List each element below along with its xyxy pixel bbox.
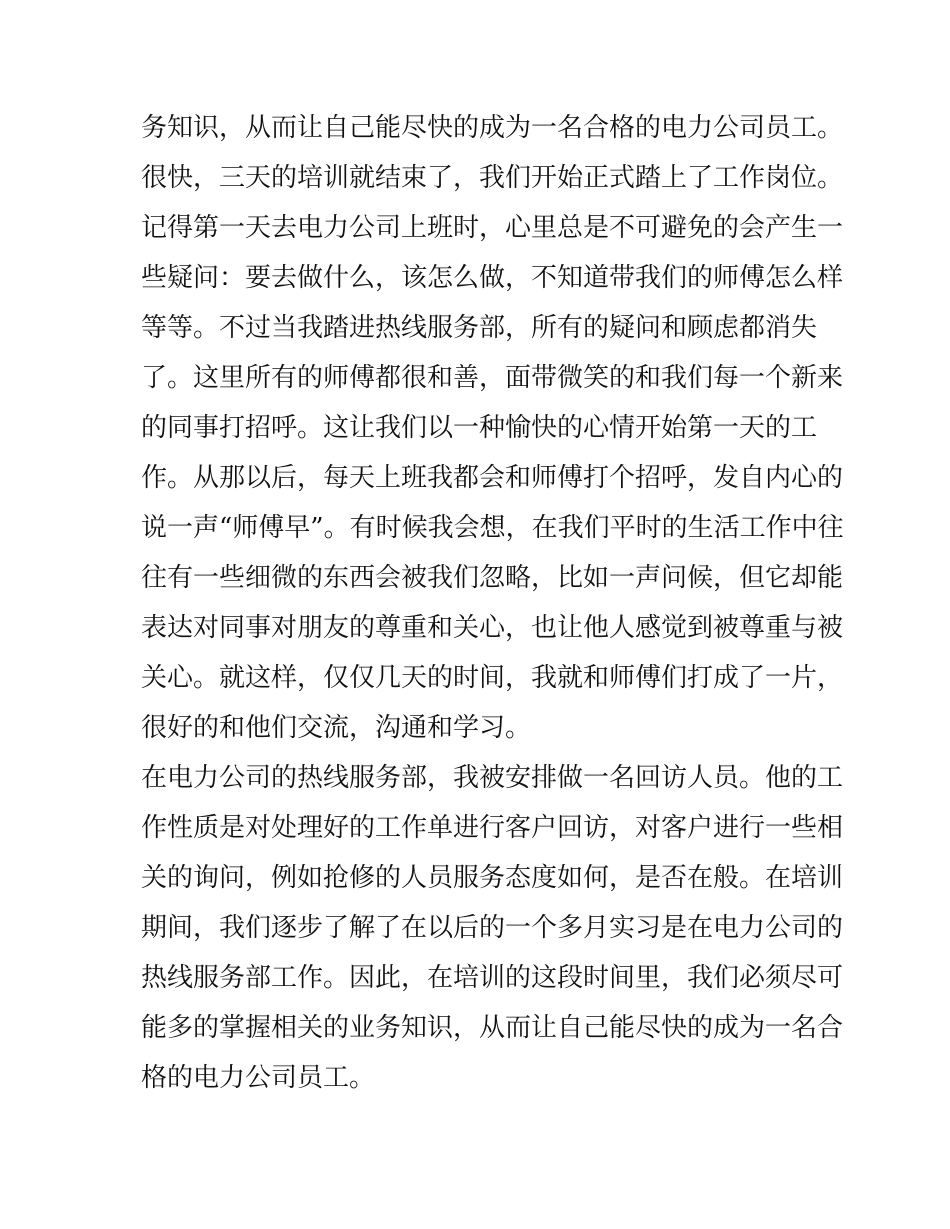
text-line: 的同事打招呼。这让我们以一种愉快的心情开始第一天的工 — [141, 413, 818, 443]
text-line: 作。从那以后，每天上班我都会和师傅打个招呼，发自内心的 — [141, 463, 844, 493]
text-line: 很快，三天的培训就结束了，我们开始正式踏上了工作岗位。 — [141, 163, 844, 193]
text-line: 关的询问，例如抢修的人员服务态度如何，是否在般。在培训 — [141, 863, 844, 893]
text-line: 作性质是对处理好的工作单进行客户回访，对客户进行一些相 — [141, 813, 844, 843]
text-line: 在电力公司的热线服务部，我被安排做一名回访人员。他的工 — [141, 763, 844, 793]
text-line: 期间，我们逐步了解了在以后的一个多月实习是在电力公司的 — [141, 913, 844, 943]
text-line: 记得第一天去电力公司上班时，心里总是不可避免的会产生一 — [141, 213, 844, 243]
text-line: 热线服务部工作。因此，在培训的这段时间里，我们必须尽可 — [141, 963, 844, 993]
text-line: 关心。就这样，仅仅几天的时间，我就和师傅们打成了一片， — [141, 663, 844, 693]
text-line: 格的电力公司员工。 — [141, 1063, 376, 1093]
text-line: 等等。不过当我踏进热线服务部，所有的疑问和顾虑都消失 — [141, 313, 818, 343]
text-line: 表达对同事对朋友的尊重和关心，也让他人感觉到被尊重与被 — [141, 613, 844, 643]
text-line: 了。这里所有的师傅都很和善，面带微笑的和我们每一个新来 — [141, 363, 844, 393]
text-line: 很好的和他们交流，沟通和学习。 — [141, 713, 532, 743]
text-line: 往有一些细微的东西会被我们忽略，比如一声问候，但它却能 — [141, 563, 844, 593]
text-line: 务知识，从而让自己能尽快的成为一名合格的电力公司员工。 — [141, 113, 844, 143]
text-line: 些疑问：要去做什么，该怎么做，不知道带我们的师傅怎么样 — [141, 263, 844, 293]
text-line: 能多的掌握相关的业务知识，从而让自己能尽快的成为一名合 — [141, 1013, 844, 1043]
text-line: 说一声“师傅早”。有时候我会想，在我们平时的生活工作中往 — [141, 513, 844, 543]
